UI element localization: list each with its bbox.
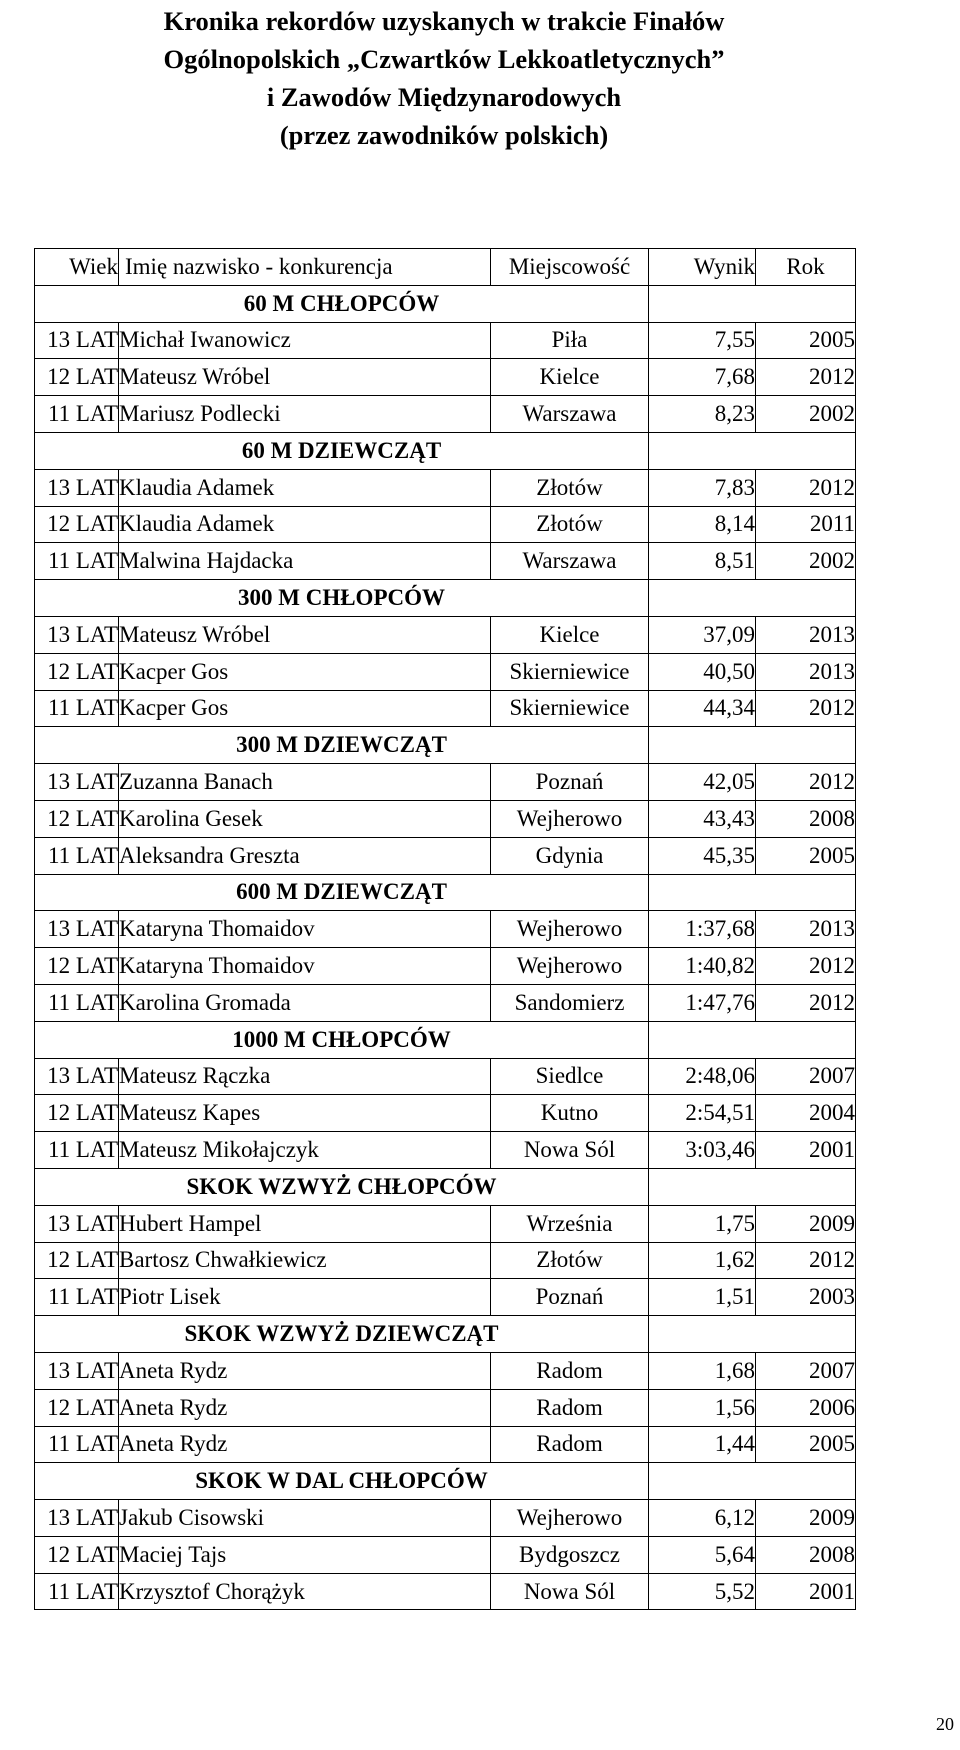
age-cell: 11 LAT xyxy=(35,1279,119,1316)
name-cell: Hubert Hampel xyxy=(119,1205,491,1242)
age-cell: 12 LAT xyxy=(35,359,119,396)
title-line-2: Ogólnopolskich „Czwartków Lekkoatletycznych” xyxy=(163,44,725,74)
name-cell: Mateusz Mikołajczyk xyxy=(119,1132,491,1169)
city-cell: Radom xyxy=(491,1352,649,1389)
section-blank-cell xyxy=(649,1316,856,1353)
name-cell: Aleksandra Greszta xyxy=(119,837,491,874)
city-cell: Radom xyxy=(491,1426,649,1463)
section-row xyxy=(35,727,856,764)
city-cell: Wejherowo xyxy=(491,911,649,948)
header-age: Wiek xyxy=(35,249,119,286)
result-cell: 1,56 xyxy=(649,1389,756,1426)
name-cell: Karolina Gesek xyxy=(119,800,491,837)
table-row xyxy=(35,1389,856,1426)
city-cell: Kutno xyxy=(491,1095,649,1132)
age-cell: 13 LAT xyxy=(35,1500,119,1537)
header-result: Wynik xyxy=(649,249,756,286)
title-line-4: (przez zawodników polskich) xyxy=(279,120,609,150)
city-cell: Bydgoszcz xyxy=(491,1536,649,1573)
age-cell: 13 LAT xyxy=(35,764,119,801)
result-cell: 42,05 xyxy=(649,764,756,801)
city-cell: Skierniewice xyxy=(491,690,649,727)
city-cell: Kielce xyxy=(491,359,649,396)
city-cell: Wejherowo xyxy=(491,948,649,985)
section-row xyxy=(35,874,856,911)
name-cell: Aneta Rydz xyxy=(119,1426,491,1463)
age-cell: 13 LAT xyxy=(35,1205,119,1242)
year-cell: 2009 xyxy=(756,1205,856,1242)
city-cell: Kielce xyxy=(491,616,649,653)
year-cell: 2012 xyxy=(756,764,856,801)
age-cell: 11 LAT xyxy=(35,1426,119,1463)
year-cell: 2011 xyxy=(756,506,856,543)
age-cell: 12 LAT xyxy=(35,653,119,690)
table-row xyxy=(35,1095,856,1132)
city-cell: Gdynia xyxy=(491,837,649,874)
table-row xyxy=(35,653,856,690)
age-cell: 13 LAT xyxy=(35,322,119,359)
result-cell: 37,09 xyxy=(649,616,756,653)
city-cell: Złotów xyxy=(491,469,649,506)
table-row xyxy=(35,1058,856,1095)
section-blank-cell xyxy=(649,1463,856,1500)
name-cell: Kataryna Thomaidov xyxy=(119,911,491,948)
city-cell: Warszawa xyxy=(491,396,649,433)
year-cell: 2002 xyxy=(756,396,856,433)
age-cell: 12 LAT xyxy=(35,1095,119,1132)
year-cell: 2012 xyxy=(756,690,856,727)
year-cell: 2001 xyxy=(756,1573,856,1610)
title-line-1: Kronika rekordów uzyskanych w trakcie Finałów xyxy=(163,6,725,36)
result-cell: 1,68 xyxy=(649,1352,756,1389)
name-cell: Michał Iwanowicz xyxy=(119,322,491,359)
city-cell: Siedlce xyxy=(491,1058,649,1095)
table-row xyxy=(35,506,856,543)
result-cell: 43,43 xyxy=(649,800,756,837)
city-cell: Poznań xyxy=(491,1279,649,1316)
table-row xyxy=(35,690,856,727)
result-cell: 1:40,82 xyxy=(649,948,756,985)
section-title: 60 M DZIEWCZĄT xyxy=(35,432,649,469)
title-line-3: i Zawodów Międzynarodowych xyxy=(266,82,622,112)
city-cell: Wejherowo xyxy=(491,1500,649,1537)
year-cell: 2002 xyxy=(756,543,856,580)
city-cell: Poznań xyxy=(491,764,649,801)
year-cell: 2012 xyxy=(756,1242,856,1279)
page-number: 20 xyxy=(936,1714,954,1734)
age-cell: 13 LAT xyxy=(35,1352,119,1389)
year-cell: 2012 xyxy=(756,948,856,985)
section-blank-cell xyxy=(649,432,856,469)
year-cell: 2006 xyxy=(756,1389,856,1426)
year-cell: 2007 xyxy=(756,1058,856,1095)
section-title: 60 M CHŁOPCÓW xyxy=(35,285,649,322)
result-cell: 7,83 xyxy=(649,469,756,506)
table-row xyxy=(35,1352,856,1389)
table-row xyxy=(35,837,856,874)
table-row xyxy=(35,543,856,580)
section-row xyxy=(35,1463,856,1500)
document-title xyxy=(34,2,854,154)
name-cell: Aneta Rydz xyxy=(119,1389,491,1426)
section-row xyxy=(35,432,856,469)
city-cell: Wejherowo xyxy=(491,800,649,837)
table-row xyxy=(35,1426,856,1463)
result-cell: 6,12 xyxy=(649,1500,756,1537)
name-cell: Bartosz Chwałkiewicz xyxy=(119,1242,491,1279)
table-row xyxy=(35,396,856,433)
table-row xyxy=(35,616,856,653)
records-table-body xyxy=(35,249,856,1610)
year-cell: 2012 xyxy=(756,469,856,506)
result-cell: 1:37,68 xyxy=(649,911,756,948)
year-cell: 2013 xyxy=(756,653,856,690)
result-cell: 1,44 xyxy=(649,1426,756,1463)
name-cell: Aneta Rydz xyxy=(119,1352,491,1389)
name-cell: Kacper Gos xyxy=(119,653,491,690)
name-cell: Piotr Lisek xyxy=(119,1279,491,1316)
name-cell: Krzysztof Chorążyk xyxy=(119,1573,491,1610)
year-cell: 2013 xyxy=(756,911,856,948)
age-cell: 11 LAT xyxy=(35,543,119,580)
city-cell: Nowa Sól xyxy=(491,1132,649,1169)
header-city: Miejscowość xyxy=(491,249,649,286)
section-row xyxy=(35,1316,856,1353)
year-cell: 2004 xyxy=(756,1095,856,1132)
name-cell: Malwina Hajdacka xyxy=(119,543,491,580)
section-title: 300 M DZIEWCZĄT xyxy=(35,727,649,764)
name-cell: Klaudia Adamek xyxy=(119,469,491,506)
city-cell: Nowa Sól xyxy=(491,1573,649,1610)
result-cell: 5,64 xyxy=(649,1536,756,1573)
result-cell: 40,50 xyxy=(649,653,756,690)
section-blank-cell xyxy=(649,874,856,911)
city-cell: Piła xyxy=(491,322,649,359)
age-cell: 12 LAT xyxy=(35,800,119,837)
year-cell: 2009 xyxy=(756,1500,856,1537)
section-title: 600 M DZIEWCZĄT xyxy=(35,874,649,911)
result-cell: 3:03,46 xyxy=(649,1132,756,1169)
year-cell: 2005 xyxy=(756,1426,856,1463)
age-cell: 13 LAT xyxy=(35,911,119,948)
age-cell: 12 LAT xyxy=(35,948,119,985)
city-cell: Skierniewice xyxy=(491,653,649,690)
year-cell: 2007 xyxy=(756,1352,856,1389)
age-cell: 11 LAT xyxy=(35,690,119,727)
year-cell: 2012 xyxy=(756,359,856,396)
section-row xyxy=(35,580,856,617)
year-cell: 2012 xyxy=(756,984,856,1021)
table-row xyxy=(35,1205,856,1242)
records-table xyxy=(34,248,856,1610)
section-title: SKOK W DAL CHŁOPCÓW xyxy=(35,1463,649,1500)
section-row xyxy=(35,285,856,322)
result-cell: 1,75 xyxy=(649,1205,756,1242)
name-cell: Mateusz Wróbel xyxy=(119,359,491,396)
table-row xyxy=(35,1536,856,1573)
section-blank-cell xyxy=(649,1168,856,1205)
table-row xyxy=(35,800,856,837)
header-year: Rok xyxy=(756,249,856,286)
result-cell: 7,55 xyxy=(649,322,756,359)
result-cell: 2:54,51 xyxy=(649,1095,756,1132)
section-title: 1000 M CHŁOPCÓW xyxy=(35,1021,649,1058)
age-cell: 13 LAT xyxy=(35,469,119,506)
name-cell: Mateusz Wróbel xyxy=(119,616,491,653)
result-cell: 7,68 xyxy=(649,359,756,396)
table-header-row xyxy=(35,249,856,286)
section-title: SKOK WZWYŻ CHŁOPCÓW xyxy=(35,1168,649,1205)
section-row xyxy=(35,1168,856,1205)
section-title: 300 M CHŁOPCÓW xyxy=(35,580,649,617)
table-row xyxy=(35,1573,856,1610)
name-cell: Mariusz Podlecki xyxy=(119,396,491,433)
name-cell: Jakub Cisowski xyxy=(119,1500,491,1537)
age-cell: 13 LAT xyxy=(35,1058,119,1095)
age-cell: 12 LAT xyxy=(35,1242,119,1279)
table-row xyxy=(35,1279,856,1316)
section-blank-cell xyxy=(649,727,856,764)
city-cell: Sandomierz xyxy=(491,984,649,1021)
table-row xyxy=(35,322,856,359)
age-cell: 11 LAT xyxy=(35,1573,119,1610)
section-blank-cell xyxy=(649,580,856,617)
section-row xyxy=(35,1021,856,1058)
age-cell: 11 LAT xyxy=(35,1132,119,1169)
city-cell: Złotów xyxy=(491,506,649,543)
age-cell: 11 LAT xyxy=(35,396,119,433)
result-cell: 8,23 xyxy=(649,396,756,433)
section-title: SKOK WZWYŻ DZIEWCZĄT xyxy=(35,1316,649,1353)
table-row xyxy=(35,1242,856,1279)
section-blank-cell xyxy=(649,285,856,322)
city-cell: Złotów xyxy=(491,1242,649,1279)
age-cell: 11 LAT xyxy=(35,984,119,1021)
name-cell: Karolina Gromada xyxy=(119,984,491,1021)
result-cell: 8,14 xyxy=(649,506,756,543)
name-cell: Mateusz Rączka xyxy=(119,1058,491,1095)
age-cell: 13 LAT xyxy=(35,616,119,653)
year-cell: 2008 xyxy=(756,800,856,837)
year-cell: 2003 xyxy=(756,1279,856,1316)
result-cell: 5,52 xyxy=(649,1573,756,1610)
table-row xyxy=(35,948,856,985)
name-cell: Mateusz Kapes xyxy=(119,1095,491,1132)
age-cell: 12 LAT xyxy=(35,506,119,543)
result-cell: 1,62 xyxy=(649,1242,756,1279)
name-cell: Zuzanna Banach xyxy=(119,764,491,801)
city-cell: Września xyxy=(491,1205,649,1242)
table-row xyxy=(35,984,856,1021)
table-row xyxy=(35,911,856,948)
year-cell: 2013 xyxy=(756,616,856,653)
table-row xyxy=(35,469,856,506)
section-blank-cell xyxy=(649,1021,856,1058)
table-row xyxy=(35,764,856,801)
name-cell: Kataryna Thomaidov xyxy=(119,948,491,985)
result-cell: 2:48,06 xyxy=(649,1058,756,1095)
age-cell: 11 LAT xyxy=(35,837,119,874)
name-cell: Maciej Tajs xyxy=(119,1536,491,1573)
result-cell: 44,34 xyxy=(649,690,756,727)
result-cell: 1:47,76 xyxy=(649,984,756,1021)
city-cell: Warszawa xyxy=(491,543,649,580)
table-row xyxy=(35,1500,856,1537)
header-name: Imię nazwisko - konkurencja xyxy=(119,249,491,286)
year-cell: 2001 xyxy=(756,1132,856,1169)
result-cell: 8,51 xyxy=(649,543,756,580)
result-cell: 1,51 xyxy=(649,1279,756,1316)
age-cell: 12 LAT xyxy=(35,1389,119,1426)
year-cell: 2005 xyxy=(756,837,856,874)
year-cell: 2008 xyxy=(756,1536,856,1573)
city-cell: Radom xyxy=(491,1389,649,1426)
year-cell: 2005 xyxy=(756,322,856,359)
table-row xyxy=(35,359,856,396)
result-cell: 45,35 xyxy=(649,837,756,874)
name-cell: Klaudia Adamek xyxy=(119,506,491,543)
name-cell: Kacper Gos xyxy=(119,690,491,727)
age-cell: 12 LAT xyxy=(35,1536,119,1573)
table-row xyxy=(35,1132,856,1169)
